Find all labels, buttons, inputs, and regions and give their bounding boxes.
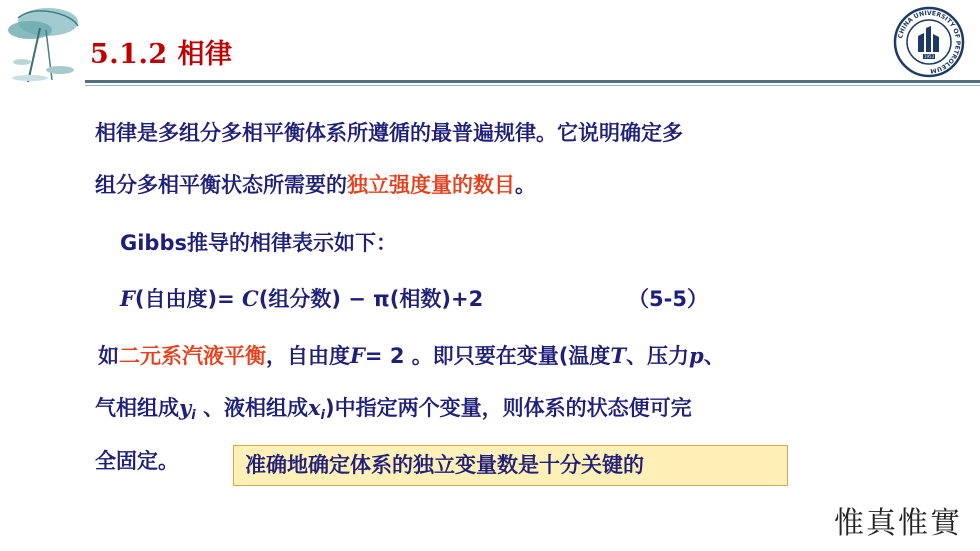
university-motto: 惟真惟實: [834, 506, 962, 541]
university-seal-logo: [893, 6, 965, 78]
equation-number: （5-5）: [628, 287, 708, 311]
slide-title: 5.1.2 相律: [90, 39, 233, 70]
paragraph-3-line-2: [95, 392, 692, 423]
paragraph-1-line-1: 相律是多组分多相平衡体系所遵循的最普遍规律。它说明确定多: [95, 121, 683, 145]
leaf-decoration-icon: [0, 0, 95, 85]
paragraph-3-line-3: 全固定。: [95, 449, 179, 473]
text-segment: 、: [703, 344, 725, 368]
var-x: x: [307, 395, 321, 420]
paragraph-3-line-1: [98, 340, 725, 370]
subscript-i: i: [320, 408, 325, 423]
title-divider-thin: [85, 85, 980, 86]
key-point-callout: 准确地确定体系的独立变量数是十分关键的: [233, 445, 788, 486]
text-segment: 。: [515, 173, 536, 197]
phase-rule-equation: [120, 283, 483, 313]
eq-part-2: (组分数) − π(相数)+2: [258, 287, 484, 311]
text-segment: 气相组成: [95, 396, 179, 420]
var-F: F: [120, 286, 135, 311]
var-C: C: [242, 286, 259, 311]
text-segment: ，自由度: [266, 344, 350, 368]
gibbs-intro: Gibbs推导的相律表示如下：: [120, 231, 397, 255]
seal-ring-text: CHINA UNIVERSITY OF PETROLEUM: [897, 9, 962, 75]
var-y: y: [179, 395, 192, 420]
text-segment: 如: [98, 344, 119, 368]
var-T: T: [610, 343, 626, 368]
text-segment: 、压力: [626, 344, 689, 368]
var-F: F: [350, 343, 365, 368]
paragraph-1-line-2: [95, 169, 536, 199]
text-segment: )中指定两个变量，则体系的状态便可完: [324, 396, 692, 420]
text-segment: = 2 。即只要在变量(温度: [364, 344, 611, 368]
eq-part-1: (自由度)=: [134, 287, 243, 311]
title-divider: [85, 80, 980, 83]
var-p: p: [689, 343, 704, 368]
highlight-binary-vle: 二元系汽液平衡: [119, 344, 266, 368]
text-segment: 组分多相平衡状态所需要的: [95, 173, 347, 197]
subscript-i: i: [191, 408, 196, 423]
highlight-independent-intensive-quantities: 独立强度量的数目: [347, 173, 515, 197]
seal-year: 1953: [923, 54, 935, 59]
text-segment: 、液相组成: [195, 396, 308, 420]
